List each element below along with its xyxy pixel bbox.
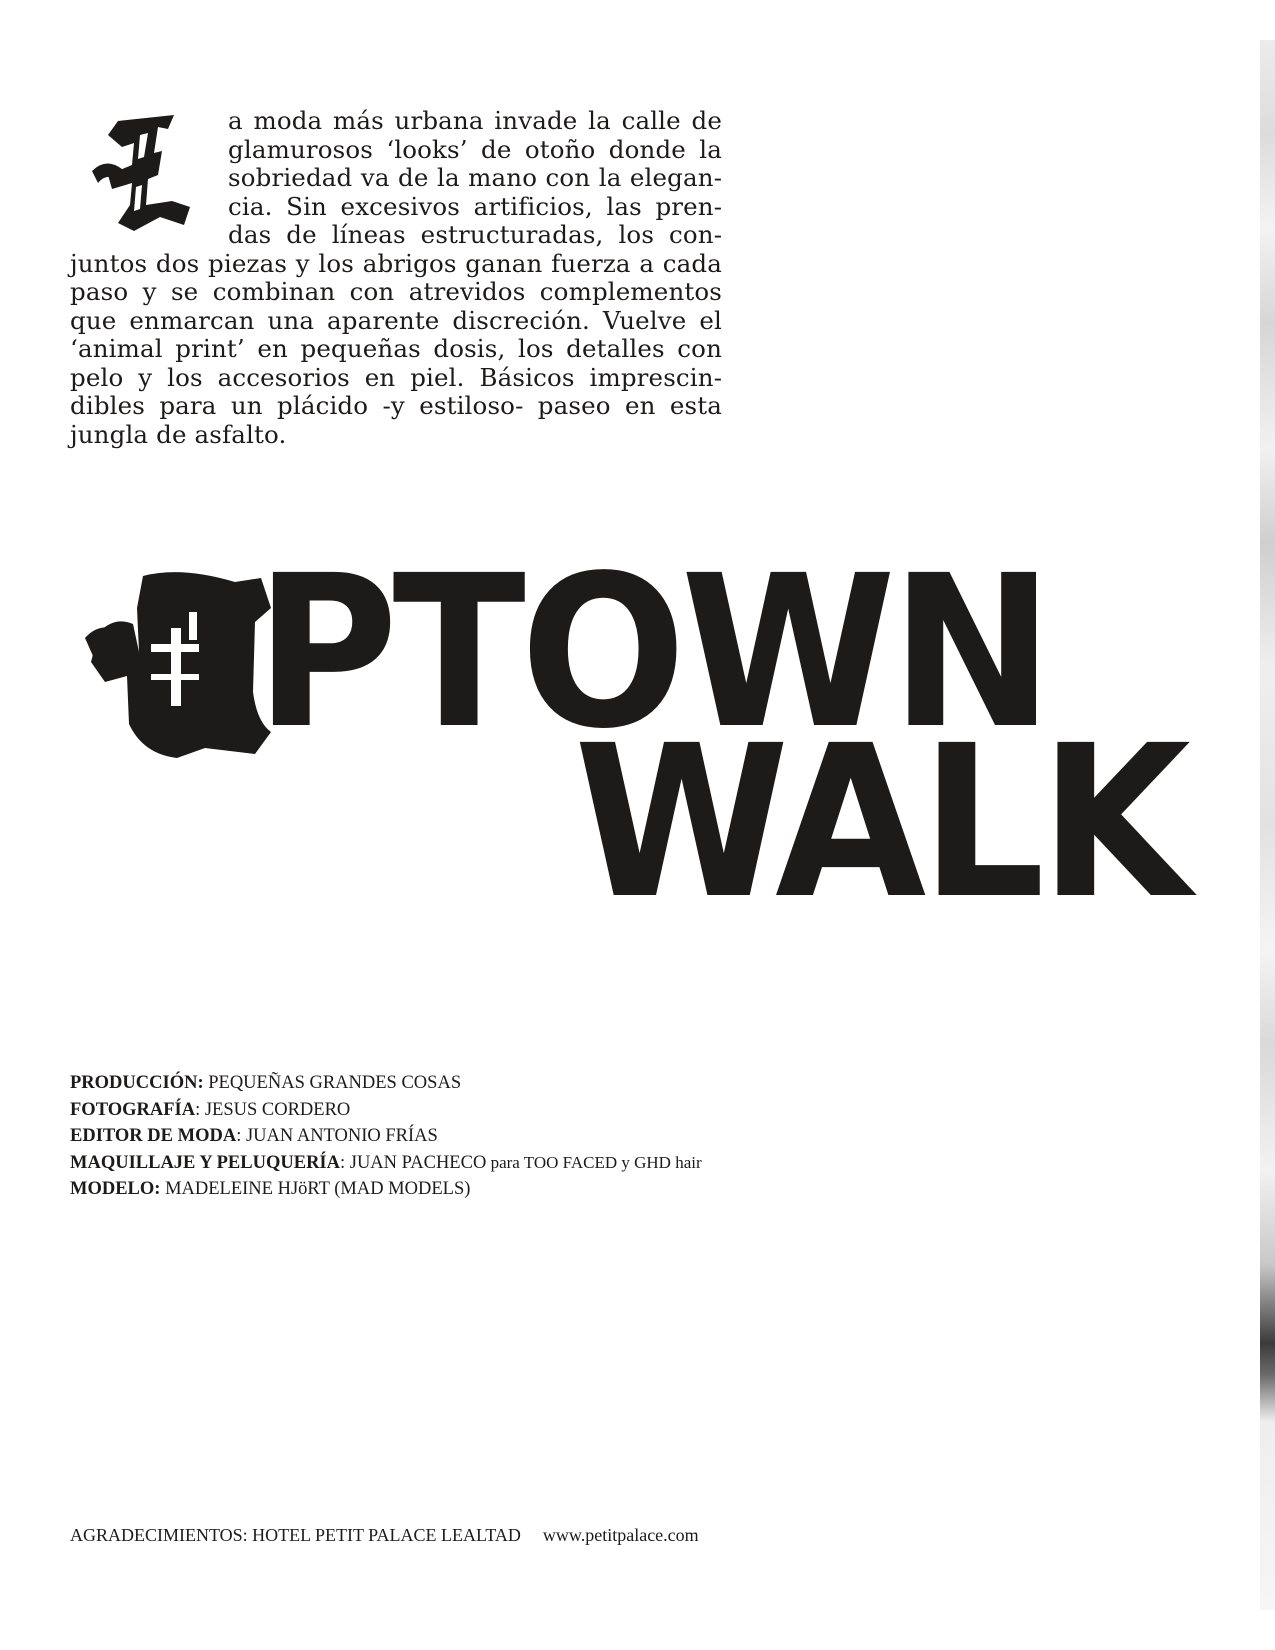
credit-line bbox=[70, 1097, 702, 1124]
adjacent-page-edge bbox=[1260, 40, 1275, 1610]
credit-line bbox=[70, 1123, 702, 1150]
credit-label: PRODUCCIÓN: bbox=[70, 1073, 204, 1093]
credit-value: : JUAN ANTONIO FRÍAS bbox=[236, 1126, 438, 1146]
credit-line bbox=[70, 1150, 702, 1177]
headline-line-2: WALK bbox=[573, 700, 1185, 945]
acknowledgements bbox=[70, 1525, 699, 1546]
credits-list bbox=[70, 1070, 702, 1203]
headline-line-1: PTOWN bbox=[255, 530, 1049, 775]
blackletter-u-icon bbox=[85, 572, 275, 758]
drop-cap-l bbox=[88, 113, 200, 233]
blackletter-l-icon bbox=[88, 113, 200, 233]
credit-line bbox=[70, 1070, 702, 1097]
acknowledgements-text: AGRADECIMIENTOS: HOTEL PETIT PALACE LEALTAD bbox=[70, 1525, 521, 1545]
intro-paragraph bbox=[70, 107, 722, 449]
intro-text: a moda más urbana invade la calle de glamurosos ‘looks’ de otoño donde la sobriedad va de la mano con la elegancia. Sin excesivos artificios, las prendas de líneas estructuradas, los conjuntos dos piezas y los abrigos ganan fuerza a cada paso y se combinan con atrevidos complementos que enmarcan una aparente discreción. Vuelve el ‘animal print’ en pequeñas dosis, los detalles con pelo y los accesorios en piel. Básicos imprescindibles para un plácido -y estiloso- paseo en esta jungla de asfalto. bbox=[70, 106, 722, 449]
credit-label: MAQUILLAJE Y PELUQUERÍA bbox=[70, 1152, 340, 1173]
credit-extra: para TOO FACED y GHD hair bbox=[486, 1152, 702, 1172]
credit-label: MODELO: bbox=[70, 1179, 161, 1199]
credit-value: PEQUEÑAS GRANDES COSAS bbox=[203, 1073, 462, 1093]
credit-line bbox=[70, 1176, 702, 1203]
headline bbox=[85, 530, 1185, 945]
credit-label: EDITOR DE MODA bbox=[70, 1126, 237, 1146]
credit-value: MADELEINE HJöRT (MAD MODELS) bbox=[160, 1179, 471, 1199]
website-link[interactable]: www.petitpalace.com bbox=[542, 1525, 699, 1545]
credit-label: FOTOGRAFÍA bbox=[70, 1099, 196, 1120]
credit-value: : JESUS CORDERO bbox=[195, 1099, 351, 1120]
credit-value: : JUAN PACHECO bbox=[339, 1152, 487, 1173]
